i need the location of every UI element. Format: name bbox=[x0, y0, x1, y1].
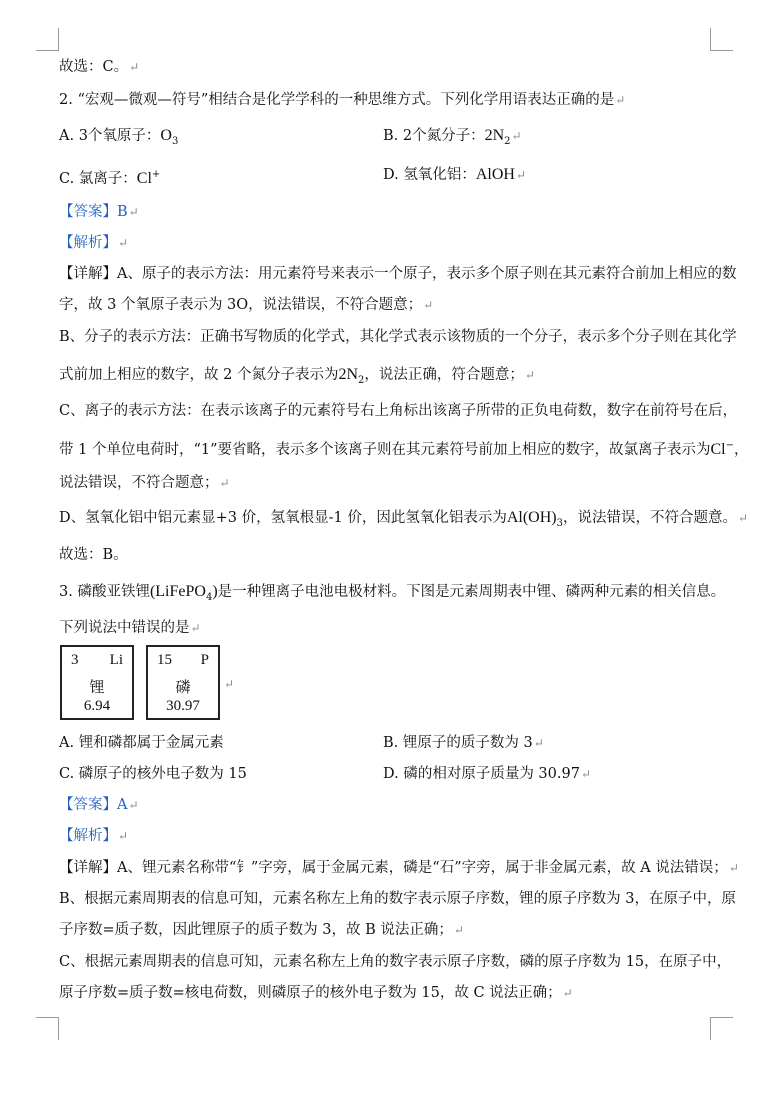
q3-detail-line: 子序数=质子数，因此锂原子的质子数为 3，故 B 说法正确；↵ bbox=[59, 922, 464, 938]
page-corner-mark bbox=[36, 28, 59, 51]
q3-detail-line: B、根据元素周期表的信息可知，元素名称左上角的数字表示原子序数，锂的原子序数为 3，在原子中，原 bbox=[59, 891, 736, 907]
page-corner-mark bbox=[710, 1017, 733, 1040]
atomic-mass: 6.94 bbox=[83, 698, 111, 714]
element-name: 磷 bbox=[175, 678, 191, 696]
q2-detail-line: C、离子的表示方法：在表示该离子的元素符号右上角标出该离子所带的正负电荷数，数字在前符号在后， bbox=[59, 403, 738, 419]
q2-option-a: A. 3个氧原子：$O_3$ bbox=[59, 127, 179, 147]
element-symbol: Li bbox=[109, 652, 123, 668]
prev-answer: 故选：C。↵ bbox=[59, 59, 140, 75]
q3-detail-line: C、根据元素周期表的信息可知，元素名称左上角的数字表示原子序数，磷的原子序数为 15，在原子中， bbox=[59, 954, 732, 970]
q3-option-b: B. 锂原子的质子数为 3↵ bbox=[383, 735, 544, 751]
element-card-phosphorus bbox=[146, 645, 220, 720]
q2-detail-line: D、氢氧化铝中铝元素显+3 价，氢氧根显-1 价，因此氢氧化铝表示为$Al(OH)_3$，说法错误，不符合题意。↵ bbox=[59, 509, 749, 529]
q2-answer: 【答案】B↵ bbox=[59, 204, 139, 220]
q2-detail-line: B、分子的表示方法：正确书写物质的化学式，其化学式表示该物质的一个分子，表示多个分子则在其化学 bbox=[59, 329, 737, 345]
q3-answer: 【答案】A↵ bbox=[59, 797, 139, 813]
q3-option-a: A. 锂和磷都属于金属元素 bbox=[59, 735, 224, 751]
q2-option-d: D. 氢氧化铝：AlOH↵ bbox=[383, 166, 526, 183]
q2-analysis-heading: 【解析】↵ bbox=[59, 235, 129, 251]
q2-final-answer: 故选：B。 bbox=[59, 547, 128, 563]
q3-detail-line: 原子序数=质子数=核电荷数，则磷原子的核外电子数为 15，故 C 说法正确；↵ bbox=[59, 985, 573, 1001]
paragraph-mark: ↵ bbox=[224, 677, 235, 691]
atomic-number: 3 bbox=[71, 652, 79, 668]
q2-detail-line: 【详解】A、原子的表示方法：用元素符号来表示一个原子，表示多个原子则在其元素符合前加上相应的数 bbox=[59, 266, 737, 282]
q2-detail-line: 式前加上相应的数字，故 2 个氮分子表示为$2N_2$，说法正确，符合题意；↵ bbox=[59, 366, 535, 386]
q2-option-b: B. 2个氮分子：$2N_2↵$ bbox=[383, 127, 522, 147]
atomic-mass: 30.97 bbox=[166, 698, 200, 714]
page-corner-mark bbox=[36, 1017, 59, 1040]
q3-option-d: D. 磷的相对原子质量为 30.97↵ bbox=[383, 766, 592, 782]
q3-detail-line: 【详解】A、锂元素名称带“钅”字旁，属于金属元素，磷是“石”字旁，属于非金属元素，故 A 说法错误；↵ bbox=[59, 860, 739, 876]
q2-detail-line: 带 1 个单位电荷时，“1”要省略，表示多个该离子则在其元素符号前加上相应的数字，故氯离子表示为Cl−， bbox=[59, 440, 749, 458]
q2-detail-line: 字，故 3 个氧原子表示为 3O，说法错误，不符合题意；↵ bbox=[59, 297, 434, 313]
q3-option-c: C. 磷原子的核外电子数为 15 bbox=[59, 766, 247, 782]
q2-detail-line: 说法错误，不符合题意；↵ bbox=[59, 475, 230, 491]
element-symbol: P bbox=[200, 652, 209, 668]
q3-stem: 3. 磷酸亚铁锂(LiFePO$_4$)是一种锂离子电池电极材料。下图是元素周期表中锂、磷两种元素的相关信息。 bbox=[59, 583, 726, 603]
q3-analysis-heading: 【解析】↵ bbox=[59, 828, 129, 844]
q2-stem: 2. “宏观—微观—符号”相结合是化学学科的一种思维方式。下列化学用语表达正确的是↵ bbox=[59, 92, 626, 108]
q2-option-c: C. 氯离子：Cl+ bbox=[59, 169, 161, 187]
page-corner-mark bbox=[710, 28, 733, 51]
q3-stem-line2: 下列说法中错误的是↵ bbox=[59, 620, 201, 636]
atomic-number: 15 bbox=[157, 652, 172, 668]
element-name: 锂 bbox=[89, 678, 105, 696]
element-card-lithium bbox=[60, 645, 134, 720]
